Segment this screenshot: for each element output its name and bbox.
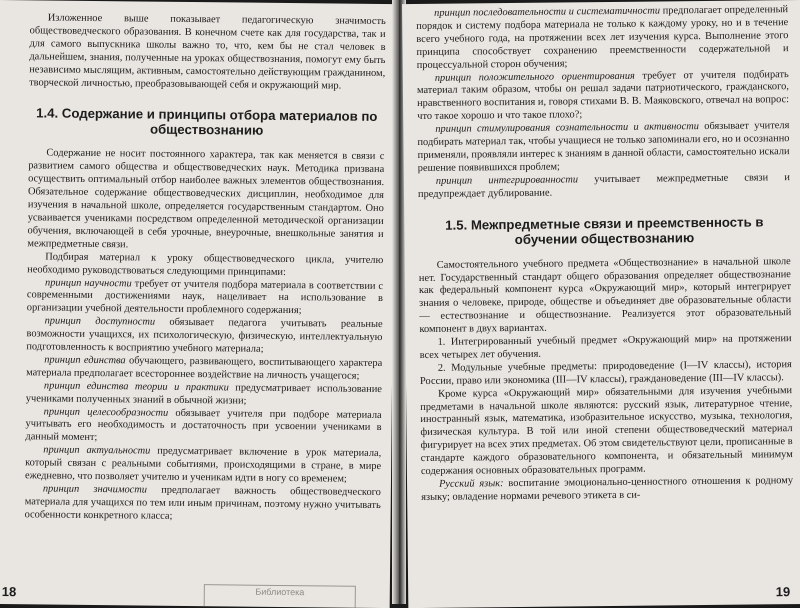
- principle-item: принцип значимости предполагает важность обществоведческого материала для учащихся по тем или иным причинам, поэтому нужно учитывать особенности конкретного класса;: [24, 483, 381, 522]
- principle-term: принцип научности: [44, 276, 132, 289]
- principles-intro: Подбирая материал к уроку обществоведческого цикла, учителю необходимо руководствоваться следующими принципами:: [27, 251, 384, 278]
- principle-term: принцип доступности: [44, 315, 156, 328]
- page-number-right: 19: [775, 584, 791, 600]
- principle-term: принцип целесообразности: [43, 406, 169, 419]
- principle-item: принцип интегрированности учитывает межпредметные связи и предупреждает дублирование.: [417, 171, 790, 200]
- content-paragraph: 2. Модульные учебные предметы: природоведение (I—IV классы), история России, право или экономика (III—IV классы), граждановедение (III—IV классы).: [419, 358, 792, 387]
- principle-term: принцип интегрированности: [435, 174, 579, 187]
- section-heading-1-5: 1.5. Межпредметные связи и преемственность в обучении обществознанию: [445, 213, 764, 247]
- principle-item: принцип доступности обязывает педагога учитывать реальные возможности учащихся, их психологическую, физическую, интеллектуальную подготовленность к восприятию учебного материала;: [26, 315, 383, 355]
- content-paragraph: 1. Интегрированный учебный предмет «Окружающий мир» на протяжении всех четырех лет обучения.: [419, 333, 792, 361]
- principle-item: принцип последовательности и систематичности предполагает определенный порядок и систему подбора материала не только к каждому уроку, но и в течение всего учебного года, на протяжении всех лет изучения курса. Выполнение этого принципа способствует сохранению преемственности содержательной и процессуальной сторон обучения;: [416, 4, 789, 71]
- content-paragraph: Кроме курса «Окружающий мир» обязательными для изучения учебными предметами в начальной школе являются: русский язык, литературное чтение, иностранный язык, математика, изобразительное искусство, музыка, технология, физическая культура. В той или иной степени обществоведческий материал фигурирует на всех этих предметах. Об этом свидетельствуют цели, прописанные в стандарте каждого образовательного компонента, и обязательный минимум содержания основных образовательных программ.: [420, 384, 793, 478]
- intro-paragraph: Изложенное выше показывает педагогическую значимость обществоведческого образования. В конечном счете как для государства, так и для самого выпускника школы важно то, что, кем бы не стал человек в дальнейшем, знания, полученные на уроках обществознания, помогут ему быть независимо мыслящим, активным, самостоятельно действующим гражданином, творческой личностью, преобразовывающей себя и окружающий мир.: [29, 12, 386, 92]
- right-page: [402, 0, 800, 608]
- principle-item: принцип научности требует от учителя подбора материала в соответствии с современными достижениями наук, нацеливает на использование в организации учебной деятельности проблемного содержания;: [26, 276, 384, 317]
- section-heading-1-4: 1.4. Содержание и принципы отбора материалов по обществознанию: [36, 105, 378, 139]
- content-paragraph: Русский язык: воспитание эмоционально-ценностного отношения к родному языку; овладение нормами речевого этикета в си-: [421, 475, 794, 503]
- principle-term: принцип стимулирования сознательности и активности: [435, 121, 699, 135]
- content-paragraph: Содержание не носит постоянного характера, так как меняется в связи с развитием самого общества и обществоведческих наук. Методика призвана осуществить оптимальный отбор наиболее важных элементов обществознания. Обязательное содержание обществоведческих дисциплин, необходимое для изучения в начальной школе, определяется государственным стандартом. Оно усваивается учениками посредством определенной методической организации обучения, включающей в себя урочные, внеурочные, внешкольные занятия и межпредметные связи.: [27, 147, 385, 251]
- principle-item: принцип единства теории и практики предусматривает использование учениками полученных знаний в обычной жизни;: [25, 380, 382, 407]
- principle-term: принцип единства теории и практики: [43, 380, 229, 394]
- principle-term: принцип актуальности: [43, 444, 151, 457]
- principle-term: принцип последовательности и систематичности: [434, 5, 661, 19]
- principle-term: принцип единства: [44, 354, 126, 367]
- library-stamp: Библиотека: [204, 584, 356, 608]
- principle-item: принцип целесообразности обязывает учителя при подборе материала учитывать его необходимость и достаточность при усвоении учениками в данный момент;: [25, 406, 382, 444]
- subject-term: Русский язык:: [438, 478, 504, 490]
- principle-term: принцип значимости: [42, 483, 148, 496]
- principle-term: принцип положительного ориентирования: [434, 70, 635, 84]
- content-paragraph: Самостоятельного учебного предмета «Обществознание» в начальной школе нет. Государственный стандарт общего образования определяет обществознание как федеральный компонент курса «Окружающий мир», который интегрирует знания о человеке, природе, обществе и объединяет две образовательные области — естествознание и обществознание. Реализуется этот образовательный компонент в двух вариантах.: [418, 255, 792, 336]
- principle-item: принцип стимулирования сознательности и активности обязывает учителя подбирать материал так, чтобы учащиеся не только запоминали его, но и осознанно применяли, проявляли интерес к знаниям в данной области, самостоятельно искали решение появившихся проблем;: [417, 120, 790, 174]
- principle-item: принцип актуальности предусматривает включение в урок материала, который связан с реальными событиями, происходящими в стране, в мире ежедневно, что позволяет учителю и ученикам идти в ногу со временем;: [24, 444, 382, 485]
- principle-item: принцип положительного ориентирования требует от учителя подбирать материал таким образом, чтобы он решал задачи патриотического, гражданского, нравственного воспитания и, говоря стихами В. В. Маяковского, отвечал на вопрос: что такое хорошо и что такое плохо?;: [416, 68, 790, 123]
- left-page: [0, 0, 396, 608]
- principle-item: принцип единства обучающего, развивающего, воспитывающего характера материала предполагает всестороннее воздействие на личность учащегося;: [26, 354, 383, 382]
- principles-list-left: [25, 277, 384, 526]
- page-number-left: 18: [1, 584, 17, 600]
- principles-list-right: [416, 4, 790, 201]
